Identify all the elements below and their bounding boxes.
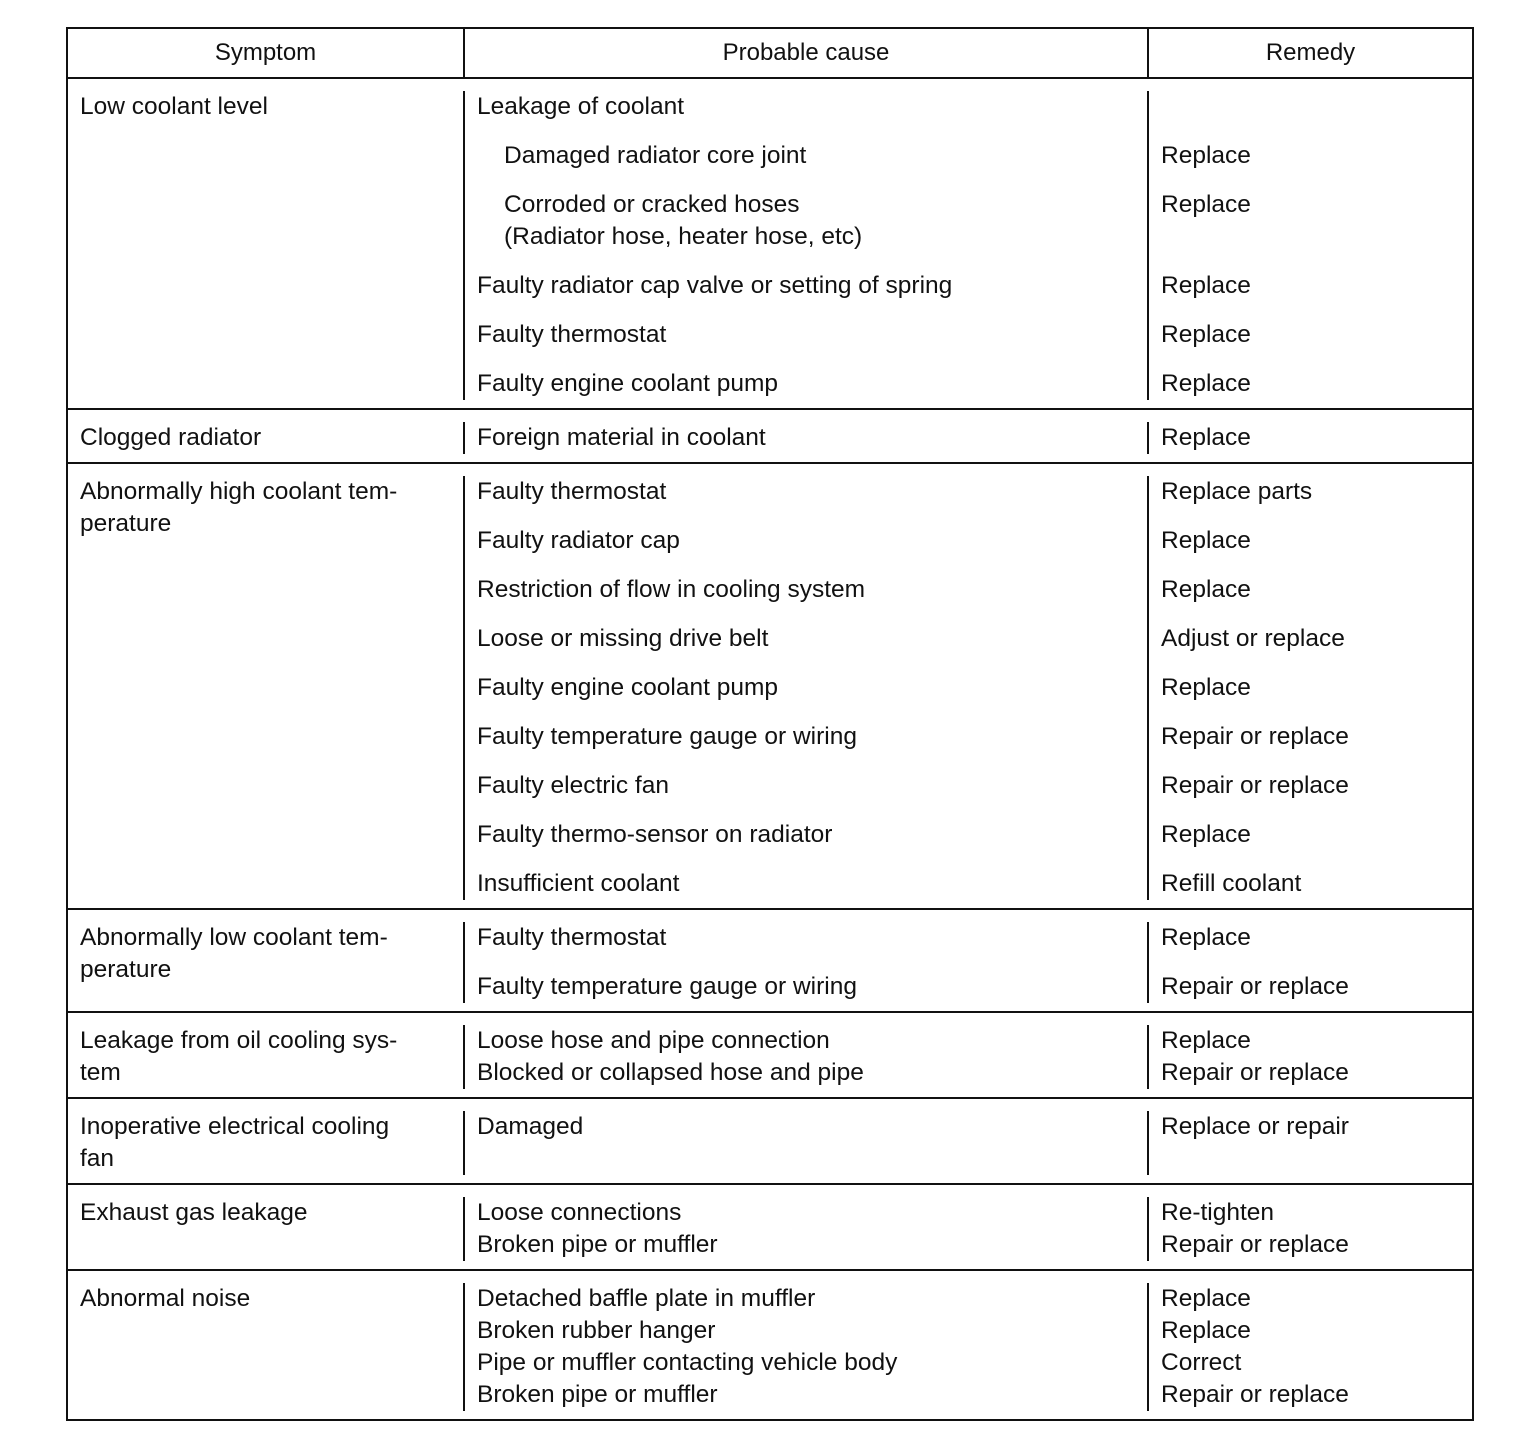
symptom-cell bbox=[68, 922, 465, 1003]
remedy-text: Repair or replace bbox=[1161, 723, 1349, 750]
remedy-text: Replace parts bbox=[1161, 478, 1313, 505]
remedy-text: Repair or replace bbox=[1161, 973, 1349, 1000]
cause-text: Broken pipe or muffler bbox=[477, 1231, 718, 1258]
cause-text: Faulty thermo-sensor on radiator bbox=[477, 821, 833, 848]
remedy-cell bbox=[1149, 1111, 1472, 1175]
cause-text: Leakage of coolant bbox=[477, 93, 685, 120]
cause-text: Faulty thermostat bbox=[477, 478, 667, 505]
cause-text: Faulty engine coolant pump bbox=[477, 370, 778, 397]
cause-text: Faulty electric fan bbox=[477, 772, 669, 799]
header-symptom: Symptom bbox=[68, 29, 465, 77]
cause-cell bbox=[465, 1111, 1149, 1175]
cause-text: Loose connections bbox=[477, 1199, 682, 1226]
symptom-cell bbox=[68, 1283, 465, 1411]
header-probable-cause: Probable cause bbox=[465, 29, 1149, 77]
symptom-text: tem bbox=[80, 1059, 121, 1086]
remedy-text: Replace bbox=[1161, 576, 1251, 603]
table-row bbox=[68, 408, 1472, 462]
cause-text: Faulty thermostat bbox=[477, 924, 667, 951]
remedy-text: Replace bbox=[1161, 191, 1251, 218]
symptom-cell bbox=[68, 1197, 465, 1261]
cause-text: Pipe or muffler contacting vehicle body bbox=[477, 1349, 898, 1376]
table-row bbox=[68, 1097, 1472, 1183]
remedy-text: Replace bbox=[1161, 370, 1251, 397]
cause-text: Broken rubber hanger bbox=[477, 1317, 716, 1344]
cause-text: Restriction of flow in cooling system bbox=[477, 576, 866, 603]
cause-text bbox=[477, 1143, 1147, 1175]
remedy-text: Adjust or replace bbox=[1161, 625, 1345, 652]
remedy-text: Replace bbox=[1161, 272, 1251, 299]
table-row bbox=[68, 908, 1472, 1011]
remedy-text: Replace bbox=[1161, 674, 1251, 701]
cause-cell bbox=[465, 922, 1149, 1003]
table-header-row bbox=[68, 29, 1472, 77]
remedy-cell bbox=[1149, 1283, 1472, 1411]
remedy-text: Replace bbox=[1161, 1285, 1251, 1312]
cause-text: Broken pipe or muffler bbox=[477, 1381, 718, 1408]
remedy-cell bbox=[1149, 1025, 1472, 1089]
cause-text: Faulty engine coolant pump bbox=[477, 674, 778, 701]
remedy-text: Correct bbox=[1161, 1349, 1242, 1376]
symptom-text: Inoperative electrical cooling bbox=[80, 1113, 390, 1140]
symptom-text: perature bbox=[80, 510, 172, 537]
cause-text: Loose hose and pipe connection bbox=[477, 1027, 830, 1054]
remedy-text: Replace or repair bbox=[1161, 1113, 1349, 1140]
remedy-text: Replace bbox=[1161, 1317, 1251, 1344]
remedy-text: Re-tighten bbox=[1161, 1199, 1275, 1226]
symptom-text: fan bbox=[80, 1145, 115, 1172]
remedy-text: Repair or replace bbox=[1161, 1059, 1349, 1086]
table-row bbox=[68, 77, 1472, 408]
cause-text: Blocked or collapsed hose and pipe bbox=[477, 1059, 864, 1086]
remedy-cell bbox=[1149, 91, 1472, 400]
remedy-text bbox=[1161, 221, 1472, 253]
cause-text: Damaged radiator core joint bbox=[504, 142, 807, 169]
symptom-text: perature bbox=[80, 956, 172, 983]
symptom-text: Abnormally high coolant tem- bbox=[80, 478, 398, 505]
table-body bbox=[68, 77, 1472, 1419]
symptom-text: Exhaust gas leakage bbox=[80, 1199, 308, 1226]
remedy-text: Replace bbox=[1161, 821, 1251, 848]
symptom-text: Abnormally low coolant tem- bbox=[80, 924, 388, 951]
cause-text: Faulty thermostat bbox=[477, 321, 667, 348]
remedy-text bbox=[1161, 1143, 1472, 1175]
cause-cell bbox=[465, 1283, 1149, 1411]
symptom-text: Low coolant level bbox=[80, 93, 268, 120]
cause-cell bbox=[465, 1197, 1149, 1261]
table-row bbox=[68, 1269, 1472, 1419]
cause-text: Faulty radiator cap valve or setting of spring bbox=[477, 272, 953, 299]
cause-text: Insufficient coolant bbox=[477, 870, 680, 897]
remedy-text: Refill coolant bbox=[1161, 870, 1302, 897]
cause-cell bbox=[465, 91, 1149, 400]
remedy-text: Replace bbox=[1161, 424, 1251, 451]
cause-text: Corroded or cracked hoses bbox=[504, 191, 800, 218]
table-row bbox=[68, 462, 1472, 908]
cause-cell bbox=[465, 422, 1149, 454]
symptom-cell bbox=[68, 1111, 465, 1175]
symptom-text: Clogged radiator bbox=[80, 424, 262, 451]
cause-text: Detached baffle plate in muffler bbox=[477, 1285, 816, 1312]
remedy-cell bbox=[1149, 1197, 1472, 1261]
cause-text: Foreign material in coolant bbox=[477, 424, 766, 451]
remedy-cell bbox=[1149, 476, 1472, 900]
cause-cell bbox=[465, 1025, 1149, 1089]
cause-text: Damaged bbox=[477, 1113, 584, 1140]
remedy-text: Replace bbox=[1161, 142, 1251, 169]
troubleshooting-table bbox=[66, 27, 1474, 1421]
remedy-cell bbox=[1149, 922, 1472, 1003]
cause-text: (Radiator hose, heater hose, etc) bbox=[504, 223, 863, 250]
cause-text: Faulty temperature gauge or wiring bbox=[477, 723, 857, 750]
cause-text: Loose or missing drive belt bbox=[477, 625, 769, 652]
symptom-cell bbox=[68, 422, 465, 454]
symptom-cell bbox=[68, 476, 465, 900]
header-remedy: Remedy bbox=[1265, 39, 1356, 66]
remedy-cell bbox=[1149, 422, 1472, 454]
remedy-text: Repair or replace bbox=[1161, 772, 1349, 799]
remedy-text: Replace bbox=[1161, 527, 1251, 554]
remedy-text: Repair or replace bbox=[1161, 1231, 1349, 1258]
table-row bbox=[68, 1183, 1472, 1269]
remedy-text: Replace bbox=[1161, 1027, 1251, 1054]
cause-cell bbox=[465, 476, 1149, 900]
symptom-cell bbox=[68, 1025, 465, 1089]
remedy-text: Repair or replace bbox=[1161, 1381, 1349, 1408]
cause-text: Faulty temperature gauge or wiring bbox=[477, 973, 857, 1000]
remedy-text bbox=[1161, 91, 1472, 123]
remedy-text: Replace bbox=[1161, 924, 1251, 951]
symptom-text: Leakage from oil cooling sys- bbox=[80, 1027, 398, 1054]
remedy-text: Replace bbox=[1161, 321, 1251, 348]
cause-text: Faulty radiator cap bbox=[477, 527, 680, 554]
symptom-text: Abnormal noise bbox=[80, 1285, 251, 1312]
symptom-cell bbox=[68, 91, 465, 400]
table-row bbox=[68, 1011, 1472, 1097]
